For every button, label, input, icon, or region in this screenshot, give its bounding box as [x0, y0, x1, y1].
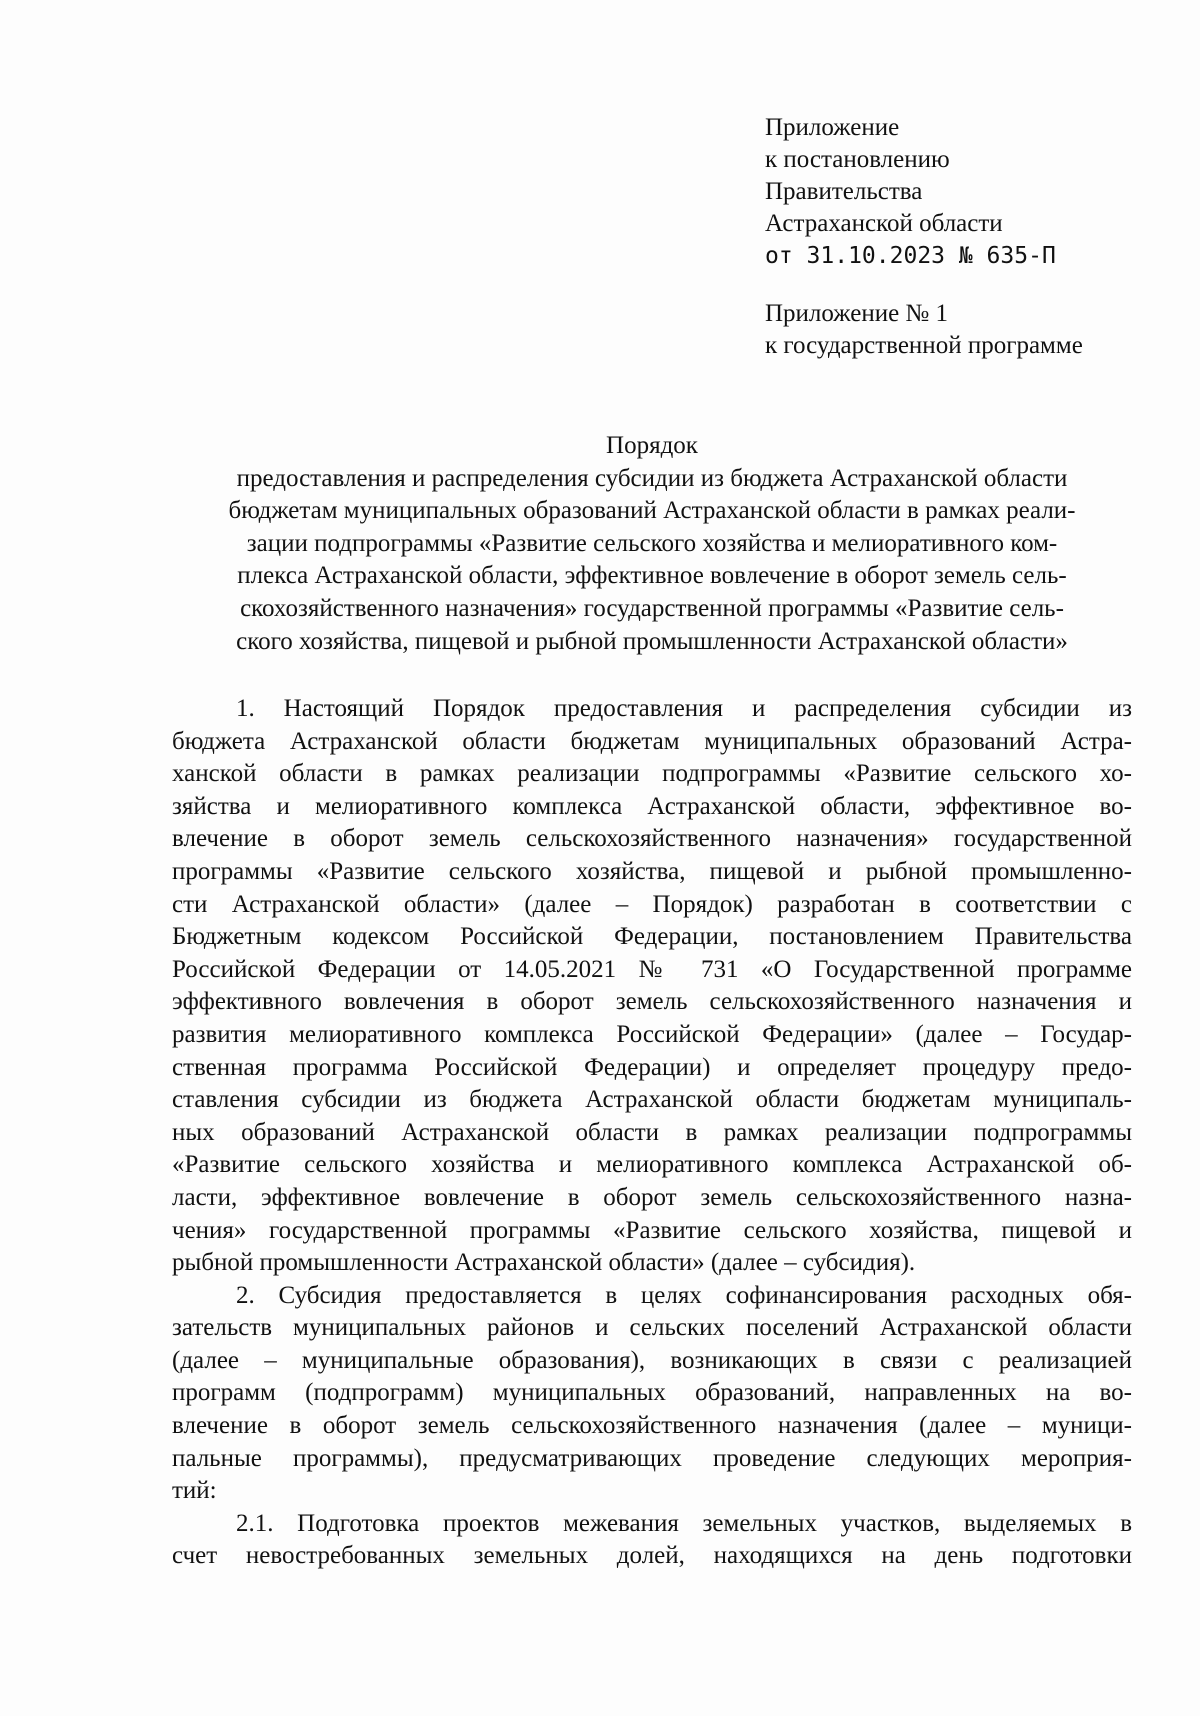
title-line: плекса Астраханской области, эффективное вовлечение в оборот земель сель- [237, 562, 1067, 590]
paragraph-line: ственная программа Российской Федерации) и определяет процедуру предо- [172, 1053, 1132, 1081]
title-line: зации подпрограммы «Развитие сельского хозяйства и мелиоративного ком- [246, 529, 1058, 557]
document-body [172, 693, 1132, 1573]
annex-line: Приложение № 1 [765, 300, 949, 327]
title-line: ского хозяйства, пищевой и рыбной промышленности Астраханской области» [236, 627, 1068, 655]
paragraph-line: развития мелиоративного комплекса Российской Федерации» (далее – Государ- [172, 1020, 1132, 1048]
paragraph-line: Российской Федерации от 14.05.2021 № 731 «О Государственной программе [172, 955, 1132, 983]
paragraph-line: чения» государственной программы «Развитие сельского хозяйства, пищевой и [172, 1216, 1132, 1244]
annex-line: Приложение [765, 114, 900, 141]
annex-spacer [765, 272, 1083, 298]
paragraph-line: ставления субсидии из бюджета Астраханской области бюджетам муниципаль- [172, 1086, 1132, 1114]
paragraph-line: (далее – муниципальные образования), возникающих в связи с реализацией [172, 1346, 1132, 1374]
paragraph-line: ласти, эффективное вовлечение в оборот земель сельскохозяйственного назна- [172, 1183, 1132, 1211]
title-line: скохозяйственного назначения» государственной программы «Развитие сель- [240, 594, 1064, 622]
annex-line: к государственной программе [765, 332, 1083, 359]
paragraph-line: зательств муниципальных районов и сельских поселений Астраханской области [172, 1314, 1132, 1342]
paragraph-line: пальные программы), предусматривающих проведение следующих мероприя- [172, 1444, 1132, 1472]
paragraph-line: рыбной промышленности Астраханской области» (далее – субсидия). [172, 1249, 916, 1277]
title-heading: Порядок [606, 432, 698, 459]
paragraph-line: зяйства и мелиоративного комплекса Астраханской области, эффективное во- [172, 792, 1132, 820]
paragraph-line: программы «Развитие сельского хозяйства, пищевой и рыбной промышленно- [172, 857, 1132, 885]
document-title [172, 430, 1132, 658]
paragraph-line: Бюджетным кодексом Российской Федерации, постановлением Правительства [172, 923, 1132, 951]
paragraph-line: счет невостребованных земельных долей, находящихся на день подготовки [172, 1542, 1132, 1570]
annex-line: Правительства [765, 178, 923, 205]
annex-decree-number: от 31.10.2023 № 635-П [765, 243, 1056, 269]
paragraph-line: бюджета Астраханской области бюджетам муниципальных образований Астра- [172, 727, 1132, 755]
paragraph-line: программ (подпрограмм) муниципальных образований, направленных на во- [172, 1379, 1132, 1407]
paragraph-line: 2. Субсидия предоставляется в целях софинансирования расходных обя- [236, 1281, 1132, 1309]
paragraph-line: ных образований Астраханской области в рамках реализации подпрограммы [172, 1118, 1132, 1146]
annex-line: к постановлению [765, 146, 950, 173]
annex-line: Астраханской области [765, 210, 1003, 237]
annex-header [765, 112, 1083, 362]
paragraph-line: влечение в оборот земель сельскохозяйственного назначения» государственной [172, 825, 1132, 853]
paragraph-line: 2.1. Подготовка проектов межевания земельных участков, выделяемых в [236, 1509, 1132, 1537]
paragraph-line: сти Астраханской области» (далее – Порядок) разработан в соответствии с [172, 890, 1132, 918]
paragraph-line: влечение в оборот земель сельскохозяйственного назначения (далее – муници- [172, 1412, 1132, 1440]
title-line: бюджетам муниципальных образований Астраханской области в рамках реали- [228, 497, 1076, 525]
paragraph-line: тий: [172, 1477, 217, 1505]
title-line: предоставления и распределения субсидии из бюджета Астраханской области [236, 464, 1068, 492]
paragraph-line: эффективного вовлечения в оборот земель сельскохозяйственного назначения и [172, 988, 1132, 1016]
paragraph-line: «Развитие сельского хозяйства и мелиоративного комплекса Астраханской об- [172, 1151, 1132, 1179]
paragraph-line: 1. Настоящий Порядок предоставления и распределения субсидии из [236, 695, 1132, 722]
paragraph-line: ханской области в рамках реализации подпрограммы «Развитие сельского хо- [172, 760, 1132, 788]
